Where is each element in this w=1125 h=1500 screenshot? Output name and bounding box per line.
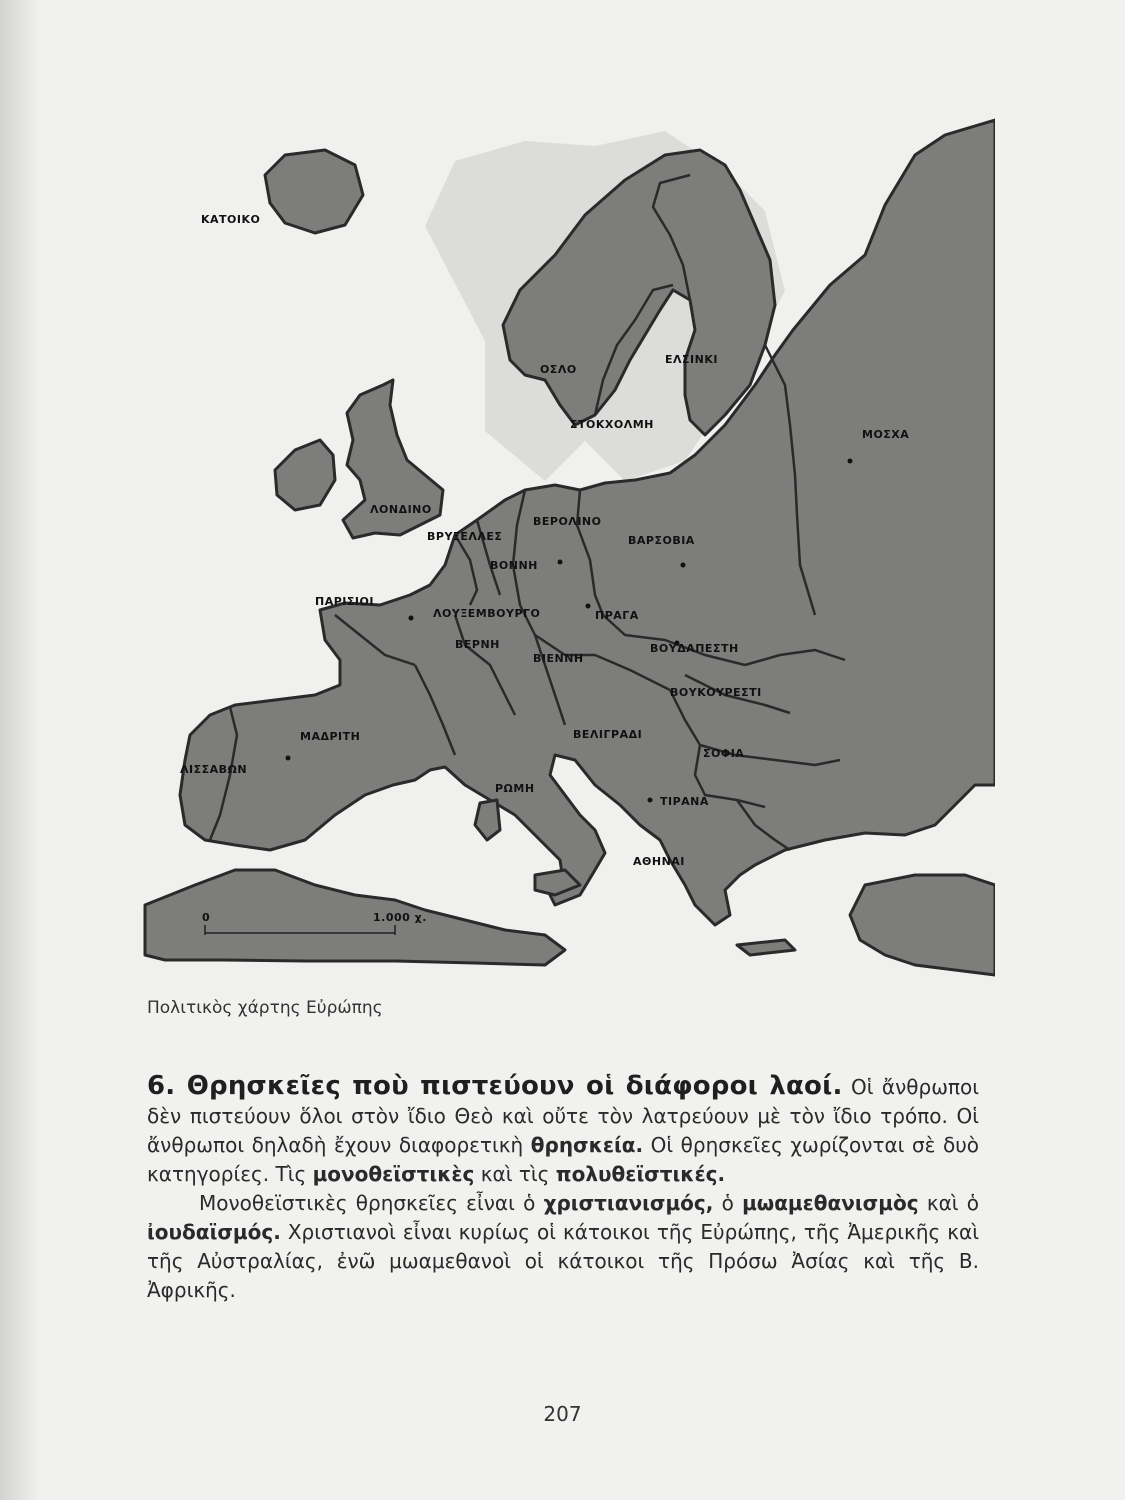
city-label-warsaw: ΒΑΡΣΟΒΙΑ	[628, 534, 695, 547]
city-label-prague: ΠΡΑΓΑ	[595, 609, 639, 622]
p1-text-b: Οἱ θρησκεῖες χωρίζονται σὲ δυὸ κατηγορίες. Τὶς	[147, 1133, 980, 1186]
city-label-london: ΛΟΝΔΙΝΟ	[370, 503, 432, 516]
keyword-christianity: χριστιανισμός,	[543, 1191, 714, 1215]
p2-text-b: ὁ	[721, 1191, 734, 1215]
city-label-sofia: ΣΟΦΙΑ	[703, 747, 745, 760]
city-label-paris: ΠΑΡΙΣΙΟΙ	[315, 595, 374, 608]
section-paragraph-2	[147, 1189, 979, 1305]
city-label-brussels: ΒΡΥΞΕΛΛΕΣ	[427, 530, 503, 543]
city-label-helsinki: ΕΛΣΙΝΚΙ	[665, 353, 718, 366]
p1-text-a: Οἱ ἄνθρωποι δὲν πιστεύουν ὅλοι στὸν ἴδιο Θεὸ καὶ οὔτε τὸν λατρεύουν μὲ τὸν ἴδιο τρόπο. Οἱ ἄνθρωποι δηλαδὴ ἔχουν διαφορετικὴ	[147, 1075, 979, 1157]
p2-text-d: Χριστιανοὶ εἶναι κυρίως οἱ κάτοικοι τῆς Εὐρώπης, τῆς Ἀμερικῆς καὶ τῆς Αὐστραλίας, ἐνῶ μωαμεθανοὶ οἱ κάτοικοι τῆς Πρόσω Ἀσίας καὶ τῆς Β. Ἀφρικῆς.	[147, 1220, 980, 1302]
city-label-athens: ΑΘΗΝΑΙ	[633, 855, 685, 868]
city-label-berlin: ΒΕΡΟΛΙΝΟ	[533, 515, 602, 528]
city-label-moscow: ΜΟΣΧΑ	[862, 428, 910, 441]
city-label-tirana: ΤΙΡΑΝΑ	[660, 795, 709, 808]
city-label-oslo: ΟΣΛΟ	[540, 363, 577, 376]
city-label-budapest: ΒΟΥΔΑΠΕΣΤΗ	[650, 642, 739, 655]
europe-political-map	[125, 95, 995, 1000]
city-label-madrid: ΜΑΔΡΙΤΗ	[300, 730, 361, 743]
scale-end-label: 1.000 χ.	[373, 911, 427, 924]
city-label-stockholm: ΣΤΟΚΧΟΛΜΗ	[570, 418, 654, 431]
city-label-luxembourg: ΛΟΥΞΕΜΒΟΥΡΓΟ	[433, 607, 541, 620]
city-label-katoiko: ΚΑΤΟΙΚΟ	[201, 213, 261, 226]
section-heading: 6. Θρησκεῖες ποὺ πιστεύουν οἱ διάφοροι λαοί.	[147, 1071, 843, 1101]
city-label-lisbon: ΛΙΣΣΑΒΩΝ	[180, 763, 248, 776]
p2-text-c: καὶ ὁ	[926, 1191, 980, 1215]
p1-text-c: καὶ τὶς	[480, 1162, 550, 1186]
city-label-bucharest: ΒΟΥΚΟΥΡΕΣΤΙ	[670, 686, 762, 699]
keyword-monotheistic: μονοθεϊστικὲς	[312, 1162, 475, 1186]
p2-text-a: Μονοθεϊστικὲς θρησκεῖες εἶναι ὁ	[199, 1191, 536, 1215]
city-label-belgrade: ΒΕΛΙΓΡΑΔΙ	[573, 728, 643, 741]
city-label-vienna: ΒΙΕΝΝΗ	[533, 652, 584, 665]
scale-start-label: 0	[202, 911, 211, 924]
map-svg	[125, 95, 995, 1000]
keyword-polytheistic: πολυθεϊστικές.	[555, 1162, 726, 1186]
page-binding-shadow	[0, 0, 40, 1500]
section-paragraph-1	[147, 1072, 979, 1189]
page-number: 207	[543, 1402, 582, 1426]
keyword-religion: θρησκεία.	[530, 1133, 644, 1157]
religions-section	[147, 1072, 979, 1305]
keyword-judaism: ἰουδαϊσμός.	[147, 1220, 281, 1244]
map-caption: Πολιτικὸς χάρτης Εὐρώπης	[147, 998, 383, 1018]
city-label-bern: ΒΕΡΝΗ	[455, 638, 500, 651]
city-label-bonn: ΒΟΝΝΗ	[490, 559, 538, 572]
keyword-islam: μωαμεθανισμὸς	[742, 1191, 919, 1215]
city-label-rome: ΡΩΜΗ	[495, 782, 535, 795]
